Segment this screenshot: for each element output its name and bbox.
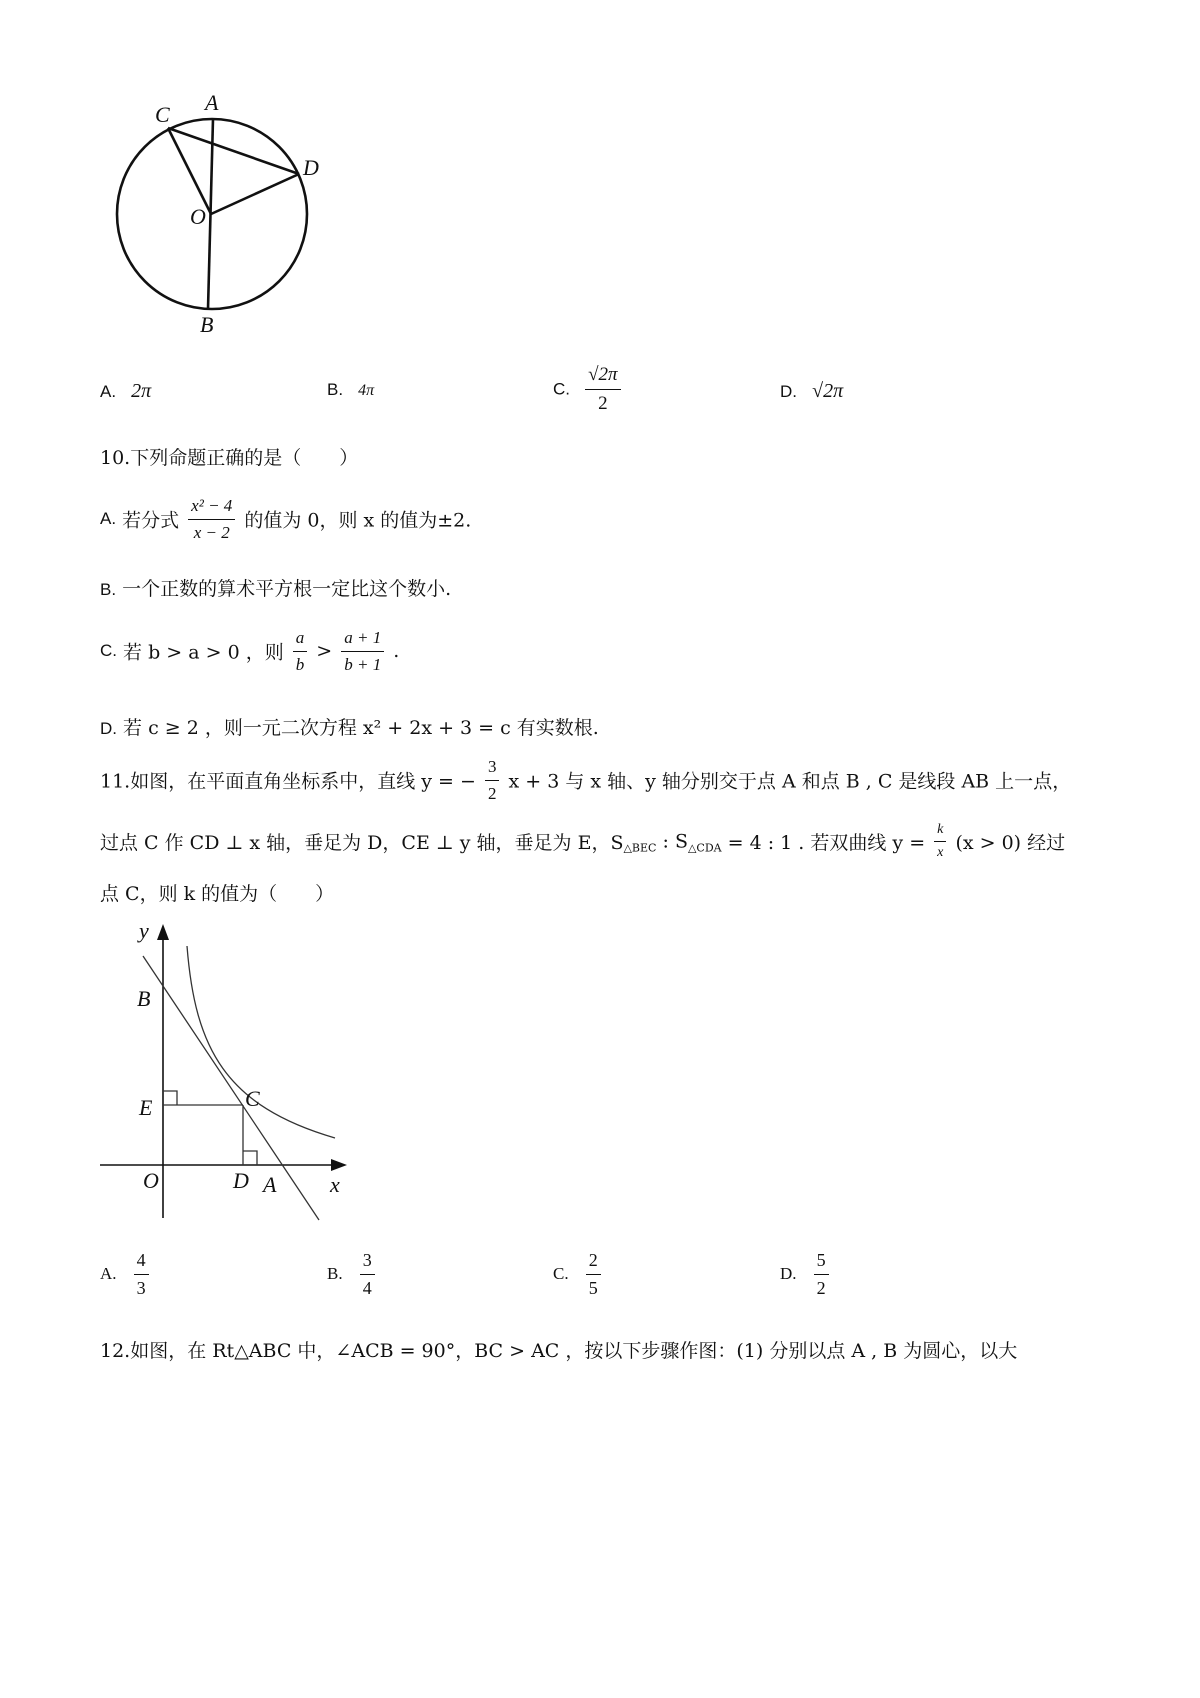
q9-option-c[interactable]: C. $\frac{√2\pi}{2}$ [553,364,624,415]
x-axis-arrow [331,1159,347,1171]
label-b: B [200,312,214,337]
q11-option-a[interactable]: A. $\frac{4}{3}$ [100,1250,152,1298]
q10-option-d[interactable]: D. 若 c ≥ 2 ，则一元二次方程 x² + 2x + 3 = c 有实数根. [100,717,599,739]
hyperbola-curve [187,946,335,1138]
circle-figure [110,90,350,350]
line-ab [143,956,319,1220]
q11-line1: 11.如图，在平面直角坐标系中，直线 y = − $\frac{3}{2}$ x + 3 与 x 轴、y 轴分别交于点 A 和点 B , C 是线段 AB 上一点， [100,757,1072,803]
q11-option-c[interactable]: C. $\frac{2}{5}$ [553,1250,604,1298]
label-o: O [190,204,206,229]
q11-line3: 点 C，则 k 的值为（ ） [100,883,335,905]
q9-option-b[interactable]: B. 4π [327,380,375,399]
coordinate-figure [95,918,365,1230]
label-e: E [139,1095,153,1120]
q10-option-a[interactable]: A. 若分式 $\frac{\text{x² − 4}}{x - 2}$ 的值为 0，则 x 的值为±2. [100,496,472,542]
q9-option-a[interactable]: A. 2π [100,380,152,402]
label-a: A [205,90,219,115]
q11-line2: 过点 C 作 CD ⊥ x 轴，垂足为 D，CE ⊥ y 轴，垂足为 E，$S_{\triangle BEC}$ : $S_{\triangle CDA} = 4$ : 1 . 若双曲线 y = $\frac{k}{x}$ (x > 0) 经过 [100,822,1066,861]
q12-stem: 12.如图，在 Rt△ABC 中，∠ACB = 90°，BC > AC ，按以下步骤作图：(1) 分别以点 A , B 为圆心，以大 [100,1340,1018,1362]
label-c: C [245,1086,260,1111]
segment-od [211,174,299,214]
label-d: D [303,155,319,180]
right-angle-e [163,1091,177,1105]
q11-option-d[interactable]: D. $\frac{5}{2}$ [780,1250,832,1298]
q9-option-d[interactable]: D. √2π [780,380,844,402]
q10-option-b[interactable]: B. 一个正数的算术平方根一定比这个数小. [100,578,452,600]
label-y: y [139,918,149,943]
right-angle-d [243,1151,257,1165]
label-o: O [143,1168,159,1193]
q10-option-c[interactable]: C. 若 b > a > 0 ，则 $\frac{a}{b}$ > $\frac{a + 1}{b + 1}$ . [100,628,400,674]
label-d: D [233,1168,249,1193]
label-x: x [330,1172,340,1197]
y-axis-arrow [157,924,169,940]
q10-stem: 10.下列命题正确的是（ ） [100,447,359,469]
label-a: A [263,1172,277,1197]
label-b: B [137,986,151,1011]
q11-option-b[interactable]: B. $\frac{3}{4}$ [327,1250,378,1298]
label-c: C [155,102,170,127]
